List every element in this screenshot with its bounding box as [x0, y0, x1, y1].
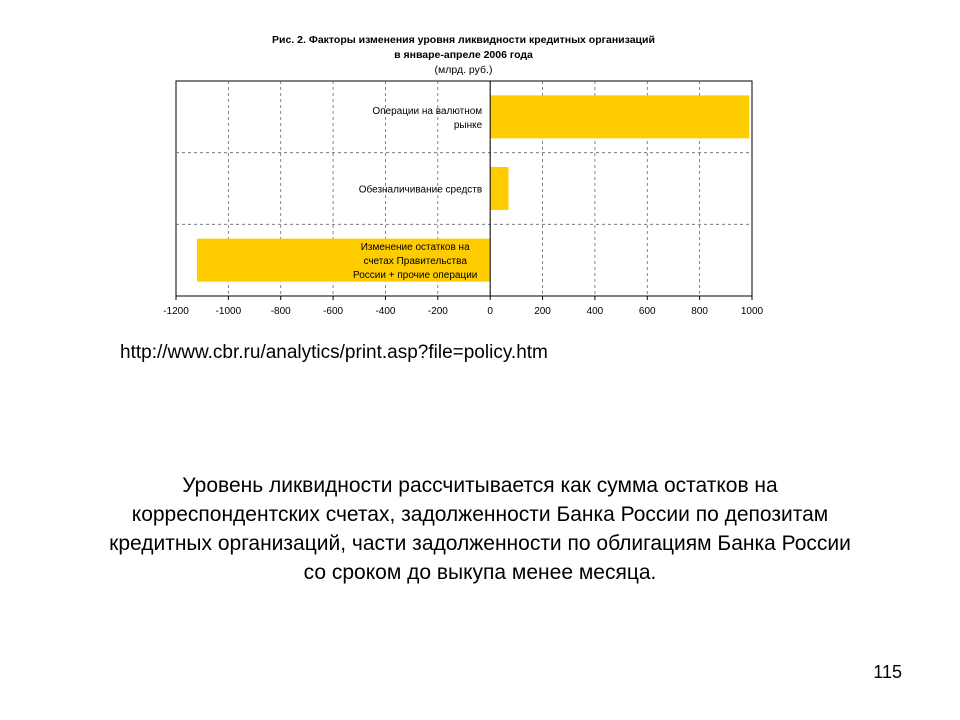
source-url[interactable]: http://www.cbr.ru/analytics/print.asp?file=policy.htm — [120, 342, 548, 363]
body-text-line: корреспондентских счетах, задолженности Банка России по депозитам — [131, 503, 829, 526]
x-tick-label: 800 — [691, 306, 708, 317]
x-tick-label: 600 — [638, 306, 656, 317]
body-text-line: Уровень ликвидности рассчитывается как сумма остатков на — [182, 474, 778, 497]
x-tick-label: 400 — [586, 306, 604, 317]
x-tick-label: -800 — [270, 306, 291, 317]
bar-chart — [0, 0, 960, 330]
x-tick-label: -1200 — [163, 306, 189, 317]
body-text — [40, 471, 920, 587]
x-tick-label: -200 — [427, 306, 448, 317]
x-tick-label: -400 — [375, 306, 396, 317]
x-tick-label: -600 — [323, 306, 344, 317]
page-number: 115 — [873, 662, 902, 682]
category-label: Изменение остатков на счетах Правительства России + прочие операции — [352, 242, 478, 282]
chart-subtitle: в январе-апреле 2006 года — [394, 49, 533, 61]
chart-unit: (млрд. руб.) — [434, 64, 493, 76]
x-tick-label: 200 — [534, 306, 551, 317]
x-tick-label: 1000 — [740, 306, 764, 317]
body-text-line: со сроком до выкупа менее месяца. — [303, 561, 657, 584]
x-tick-label: -1000 — [215, 306, 242, 317]
body-text-line: кредитных организаций, части задолженности по облигациям Банка России — [109, 532, 851, 555]
bar — [490, 167, 508, 210]
x-tick-label: 0 — [487, 306, 493, 317]
category-label: Обезналичивание средств — [358, 184, 483, 196]
chart-title: Рис. 2. Факторы изменения уровня ликвидности кредитных организаций — [272, 34, 655, 46]
bar — [490, 95, 749, 138]
category-label: Операции на валютном рынке — [372, 105, 483, 131]
